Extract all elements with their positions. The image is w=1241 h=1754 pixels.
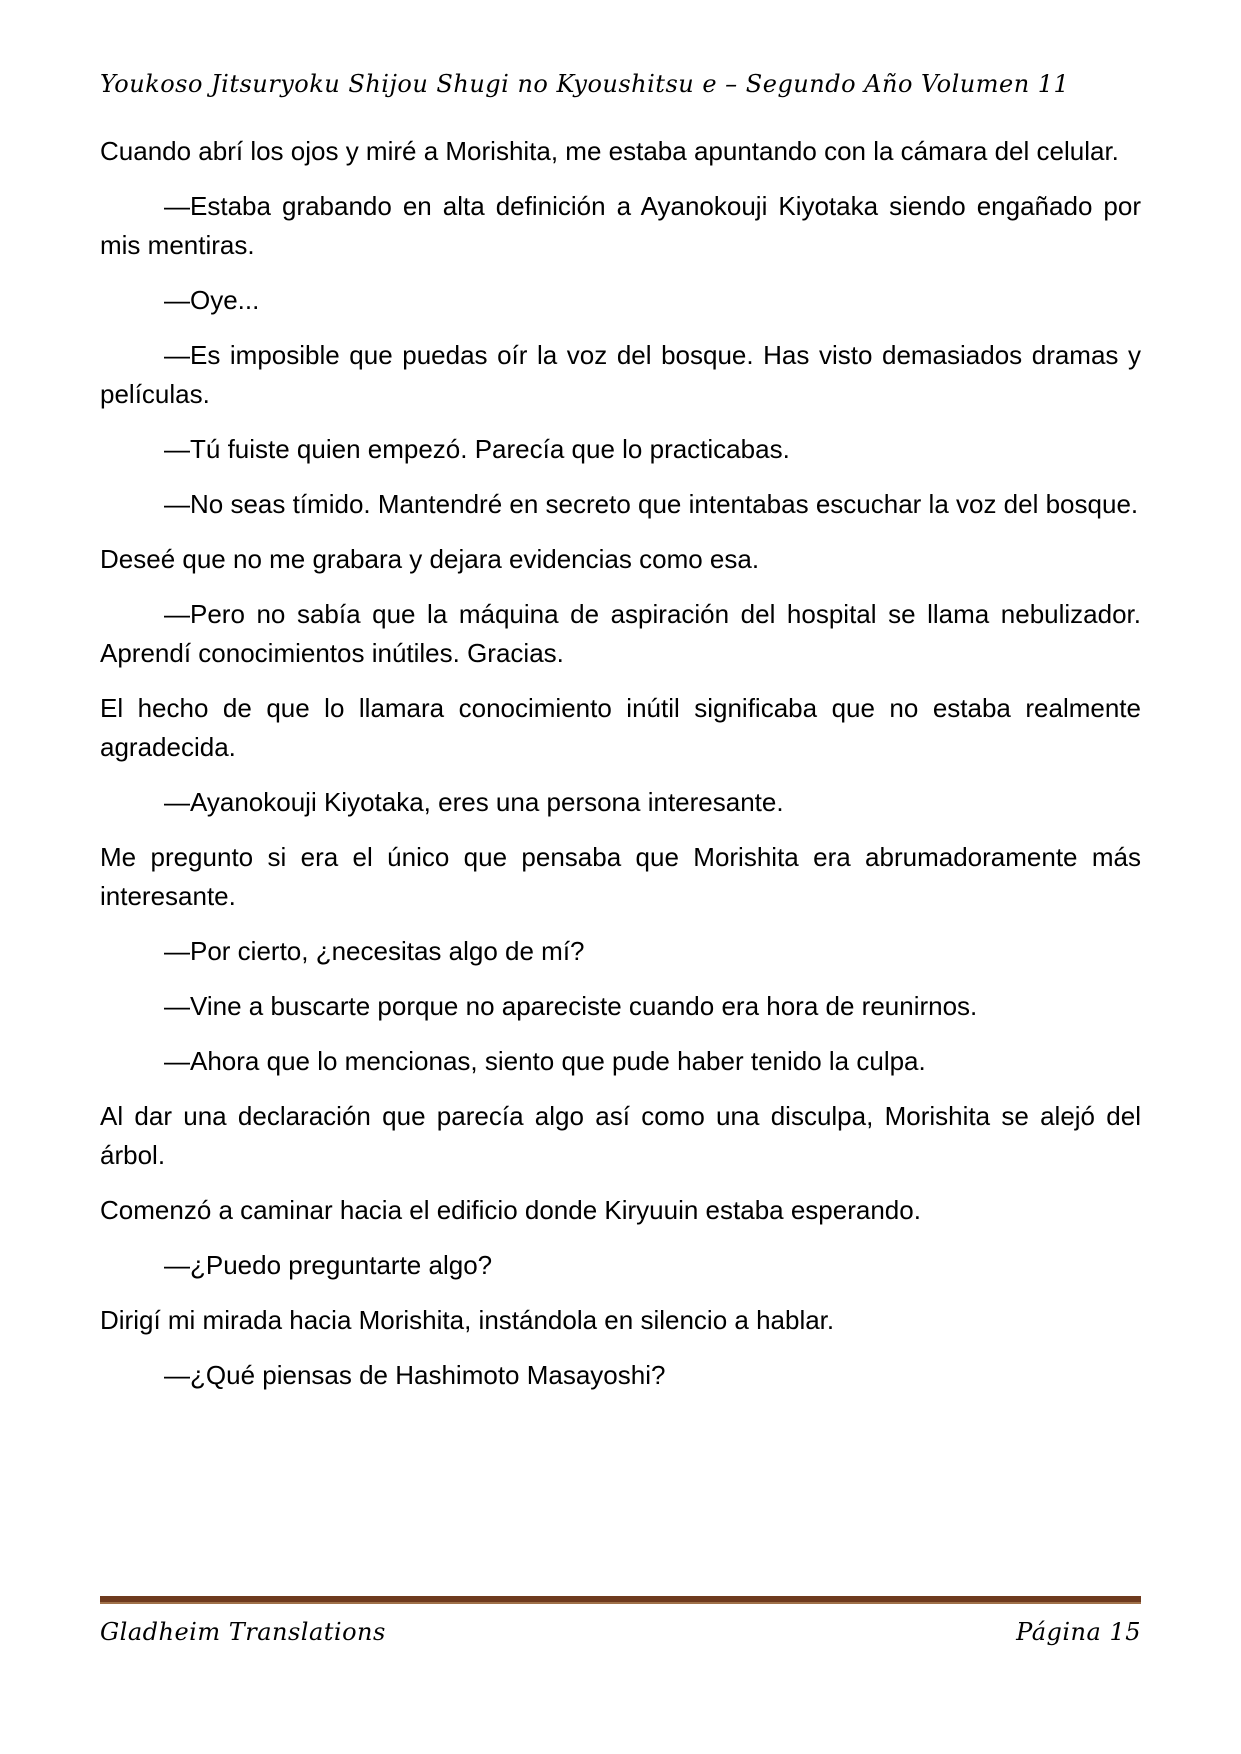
page-footer — [100, 1596, 1141, 1646]
document-body — [100, 132, 1141, 1395]
paragraph: —Vine a buscarte porque no apareciste cuando era hora de reunirnos. — [164, 991, 978, 1021]
paragraph: —Tú fuiste quien empezó. Parecía que lo practicabas. — [164, 434, 790, 464]
paragraph: Me pregunto si era el único que pensaba que Morishita era abrumadoramente más interesante. — [100, 842, 1141, 911]
paragraph: —Oye... — [164, 285, 260, 315]
paragraph: —Ayanokouji Kiyotaka, eres una persona interesante. — [164, 787, 784, 817]
paragraph: El hecho de que lo llamara conocimiento inútil significaba que no estaba realmente agradecida. — [100, 693, 1141, 762]
paragraph: —Ahora que lo mencionas, siento que pude haber tenido la culpa. — [164, 1046, 926, 1076]
paragraph: —Pero no sabía que la máquina de aspiración del hospital se llama nebulizador. Aprendí conocimientos inútiles. Gracias. — [100, 599, 1141, 668]
paragraph: —¿Puedo preguntarte algo? — [164, 1250, 493, 1280]
paragraph: Cuando abrí los ojos y miré a Morishita, me estaba apuntando con la cámara del celular. — [100, 136, 1119, 166]
paragraph: Dirigí mi mirada hacia Morishita, instándola en silencio a hablar. — [100, 1305, 835, 1335]
page-header-title: Youkoso Jitsuryoku Shijou Shugi no Kyoushitsu e – Segundo Año Volumen 11 — [100, 70, 1070, 98]
paragraph: —Estaba grabando en alta definición a Ayanokouji Kiyotaka siendo engañado por mis mentiras. — [100, 191, 1141, 260]
paragraph: —Es imposible que puedas oír la voz del bosque. Has visto demasiados dramas y películas. — [100, 340, 1141, 409]
paragraph: Deseé que no me grabara y dejara evidencias como esa. — [100, 544, 760, 574]
paragraph: Al dar una declaración que parecía algo así como una disculpa, Morishita se alejó del árbol. — [100, 1101, 1141, 1170]
footer-translator: Gladheim Translations — [100, 1618, 386, 1646]
paragraph: Comenzó a caminar hacia el edificio donde Kiryuuin estaba esperando. — [100, 1195, 921, 1225]
paragraph: —No seas tímido. Mantendré en secreto que intentabas escuchar la voz del bosque. — [164, 489, 1139, 519]
footer-rule — [100, 1596, 1141, 1604]
footer-page-number: Página 15 — [1016, 1618, 1141, 1646]
paragraph: —Por cierto, ¿necesitas algo de mí? — [164, 936, 585, 966]
paragraph: —¿Qué piensas de Hashimoto Masayoshi? — [164, 1360, 666, 1390]
